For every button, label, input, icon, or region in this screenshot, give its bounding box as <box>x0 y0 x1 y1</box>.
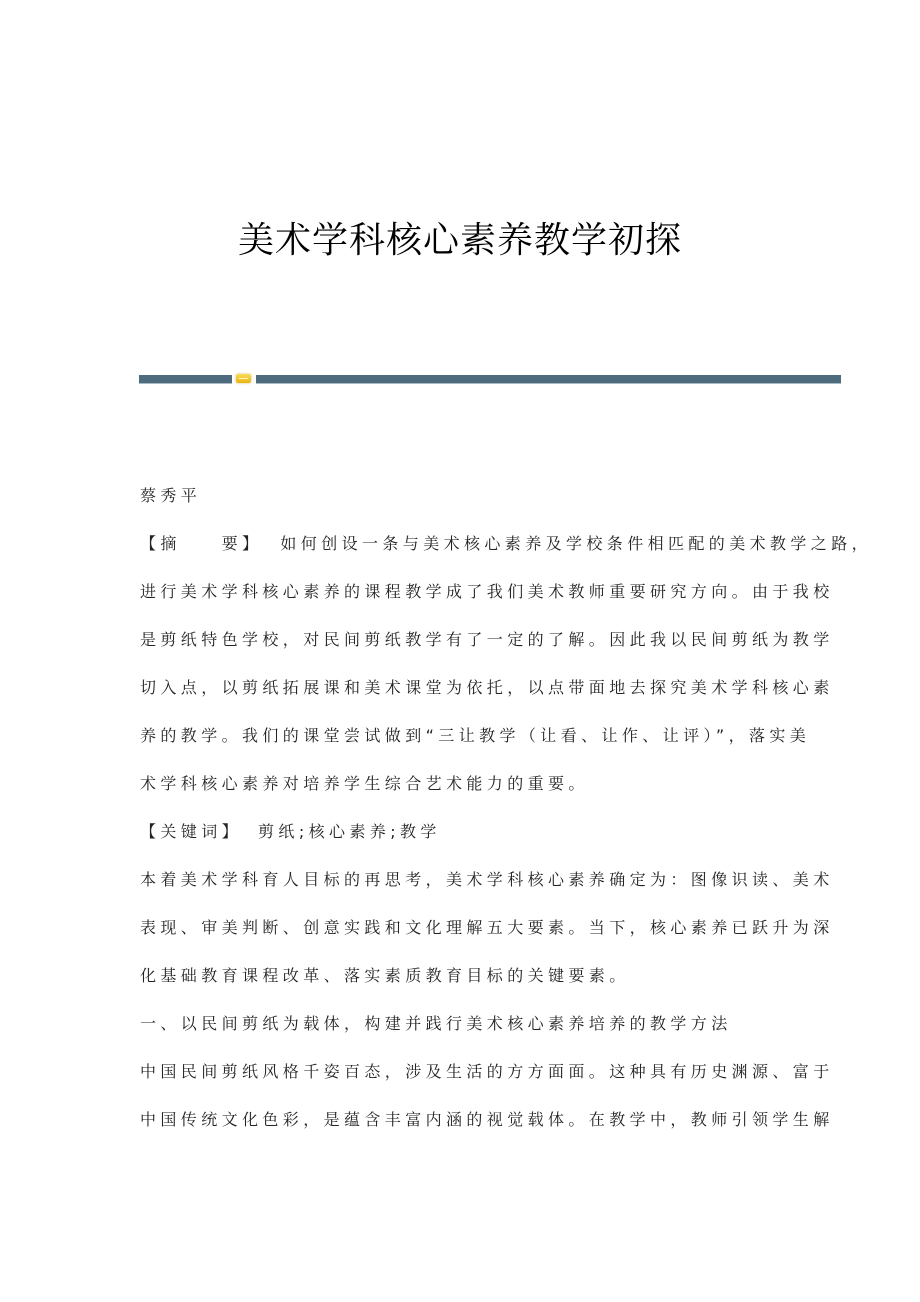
document-body <box>140 472 873 1144</box>
intro-text-line: 本着美术学科育人目标的再思考，美术学科核心素养确定为：图像识读、美术 <box>140 870 834 889</box>
author-name: 蔡秀平 <box>140 486 202 505</box>
separator-bar-right <box>256 375 841 384</box>
abstract-line-1 <box>140 520 873 568</box>
gold-bar-ornament-icon <box>236 374 251 383</box>
intro-text-line: 化基础教育课程改革、落实素质教育目标的关键要素。 <box>140 966 630 985</box>
title-separator <box>139 374 841 384</box>
section-text-line: 中国民间剪纸风格千姿百态，涉及生活的方方面面。这种具有历史渊源、富于 <box>140 1062 834 1081</box>
section-text-line: 中国传统文化色彩，是蕴含丰富内涵的视觉载体。在教学中，教师引领学生解 <box>140 1110 834 1129</box>
keywords-value: 剪纸;核心素养;教学 <box>258 822 441 841</box>
abstract-label: 【摘 要】 <box>140 534 263 553</box>
abstract-text-line: 养的教学。我们的课堂尝试做到“三让教学（让看、让作、让评）”，落实美 <box>140 726 811 745</box>
abstract-text-line: 术学科核心素养对培养学生综合艺术能力的重要。 <box>140 774 589 793</box>
keywords-label: 【关键词】 <box>140 822 243 841</box>
abstract-text-line: 进行美术学科核心素养的课程教学成了我们美术教师重要研究方向。由于我校 <box>140 582 834 601</box>
section-heading: 一、以民间剪纸为载体，构建并践行美术核心素养培养的教学方法 <box>140 1014 732 1033</box>
keywords-line <box>140 808 820 856</box>
abstract-text-line: 如何创设一条与美术核心素养及学校条件相匹配的美术教学之路， <box>280 534 873 553</box>
document-title: 美术学科核心素养教学初探 <box>237 220 682 261</box>
separator-bar-left <box>139 375 232 384</box>
abstract-text-line: 是剪纸特色学校，对民间剪纸教学有了一定的了解。因此我以民间剪纸为教学 <box>140 630 834 649</box>
intro-text-line: 表现、审美判断、创意实践和文化理解五大要素。当下，核心素养已跃升为深 <box>140 918 834 937</box>
abstract-text-line: 切入点，以剪纸拓展课和美术课堂为依托，以点带面地去探究美术学科核心素 <box>140 678 834 697</box>
